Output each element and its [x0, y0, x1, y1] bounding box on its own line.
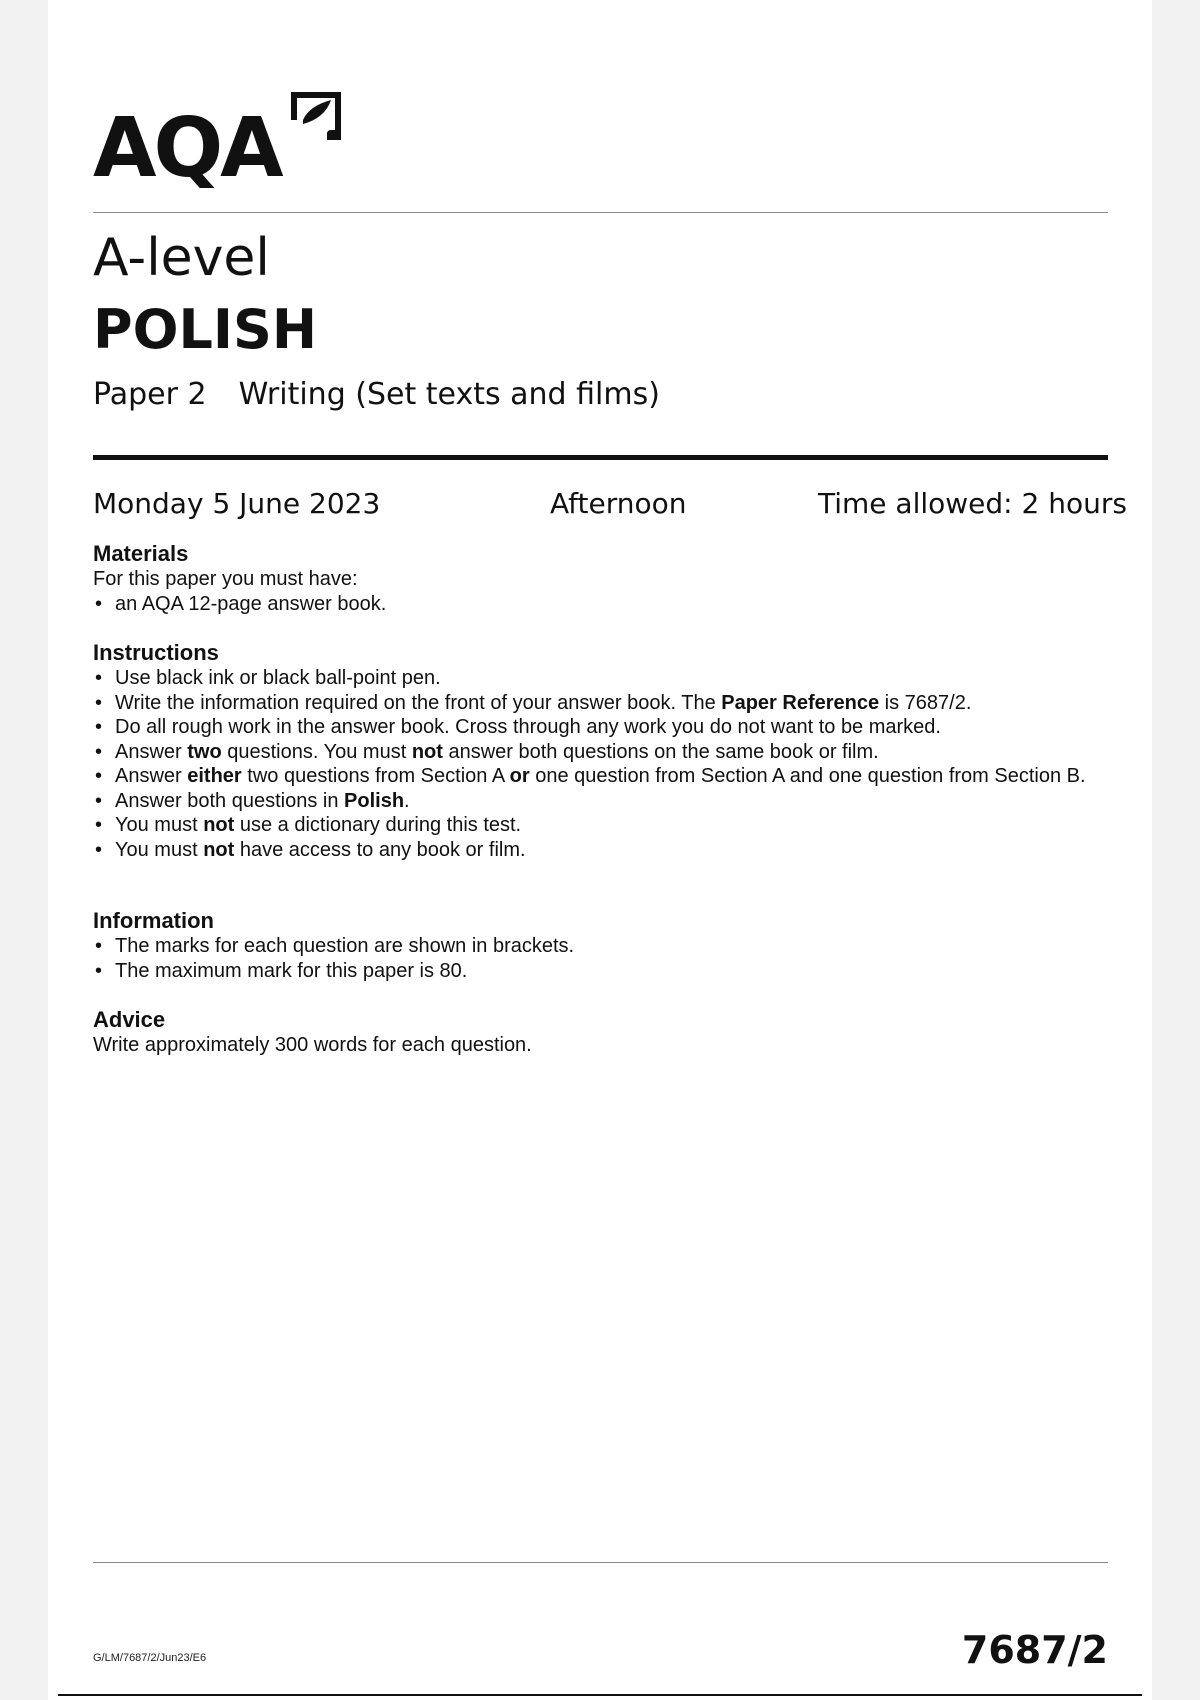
list-item	[93, 691, 1093, 716]
list-item	[93, 813, 1093, 838]
list-item	[93, 838, 1093, 863]
list-item: • an AQA 12-page answer book.	[93, 592, 1093, 617]
advice-text: Write approximately 300 words for each question.	[93, 1034, 532, 1056]
information-heading: Information	[93, 908, 214, 933]
paper-title	[93, 377, 660, 412]
instruction-text: Use black ink or black ball-point pen.	[115, 667, 441, 689]
exam-session: Afternoon	[550, 487, 687, 520]
materials-section	[93, 541, 1093, 616]
footer-divider	[93, 1562, 1108, 1563]
emphasis-text: either	[187, 765, 242, 787]
list-item	[93, 764, 1093, 789]
emphasis-text: Polish	[344, 789, 405, 812]
instruction-text: have access to any book or film.	[234, 838, 526, 861]
document-code: G/LM/7687/2/Jun23/E6	[93, 1652, 207, 1664]
time-allowed: Time allowed: 2 hours	[818, 487, 1127, 520]
qualification-level: A-level	[93, 228, 270, 288]
instruction-text: Write the information required on the front of your answer book. The	[115, 691, 722, 714]
header-divider	[93, 212, 1108, 213]
instruction-text: is 7687/2.	[879, 691, 972, 714]
list-item	[93, 789, 1093, 814]
emphasis-text: or	[509, 765, 530, 787]
page-bottom-edge	[58, 1694, 1142, 1696]
list-item	[93, 740, 1093, 765]
logo-text: AQA	[93, 101, 281, 196]
instruction-text: Answer both questions in	[115, 789, 345, 812]
list-item: • The marks for each question are shown in brackets.	[93, 934, 1093, 959]
instruction-text: Do all rough work in the answer book. Cross through any work you do not want to be marked.	[115, 716, 941, 738]
materials-intro: For this paper you must have:	[93, 568, 358, 590]
instructions-list	[93, 666, 1093, 862]
aqa-logo	[93, 88, 343, 196]
emphasis-text: not	[411, 740, 443, 763]
emphasis-text: not	[203, 838, 235, 861]
instruction-text: answer both questions on the same book or film.	[442, 740, 879, 763]
instruction-text: .	[404, 789, 410, 812]
instruction-text: two questions from Section A	[241, 765, 510, 787]
list-item	[93, 666, 1093, 691]
instruction-text: questions. You must	[221, 740, 412, 763]
instruction-text: one question from Section A and one question from Section B.	[529, 765, 1086, 787]
list-item	[93, 715, 1093, 740]
instruction-text: Answer	[115, 765, 188, 787]
instruction-text: use a dictionary during this test.	[234, 814, 522, 836]
instruction-text: Answer	[115, 740, 188, 763]
exam-date: Monday 5 June 2023	[93, 487, 381, 520]
emphasis-text: not	[203, 814, 235, 836]
advice-heading: Advice	[93, 1007, 166, 1032]
advice-section	[93, 1007, 1093, 1058]
instruction-text: You must	[115, 814, 204, 836]
list-item: • The maximum mark for this paper is 80.	[93, 959, 1093, 984]
title-divider	[93, 455, 1108, 460]
instructions-heading: Instructions	[93, 640, 219, 665]
subject-title: POLISH	[93, 298, 318, 361]
materials-list	[93, 592, 1093, 617]
materials-heading: Materials	[93, 541, 189, 566]
paper-reference: 7687/2	[961, 1628, 1108, 1672]
information-list	[93, 934, 1093, 983]
emphasis-text: two	[187, 740, 222, 763]
instruction-text: You must	[115, 838, 204, 861]
paper-number: Paper 2	[93, 377, 207, 412]
instructions-section	[93, 640, 1093, 862]
aqa-logo-mark-icon	[287, 90, 343, 148]
emphasis-text: Paper Reference	[721, 691, 880, 714]
information-section	[93, 908, 1093, 983]
paper-component: Writing (Set texts and films)	[238, 377, 660, 412]
